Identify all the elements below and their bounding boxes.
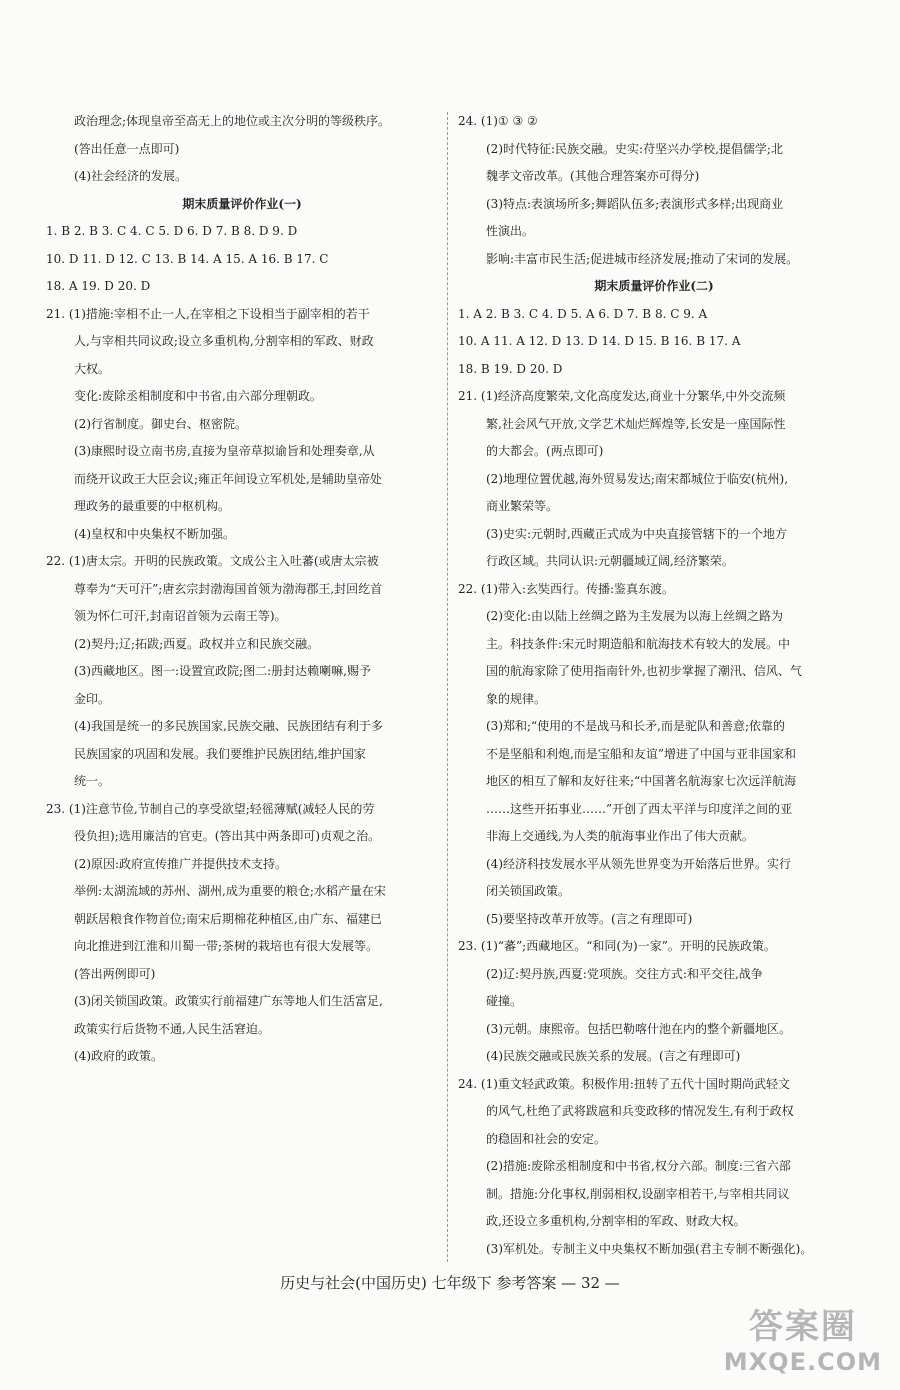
watermark bbox=[724, 1299, 882, 1376]
text-line: 役负担);选用廉洁的官吏。(答出其中两条即可)贞观之治。 bbox=[74, 829, 381, 843]
text-line: (3)郑和;“使用的不是战马和长矛,而是驼队和善意;依靠的 bbox=[486, 719, 786, 733]
text-line: (4)民族交融或民族关系的发展。(言之有理即可) bbox=[486, 1049, 741, 1063]
text-line: 23. (1)注意节俭,节制自己的享受欲望;轻徭薄赋(减轻人民的劳 bbox=[46, 801, 375, 816]
text-line: 国的航海家除了使用指南针外,也初步掌握了潮汛、信风、气 bbox=[486, 664, 802, 678]
text-line: 10. A 11. A 12. D 13. D 14. D 15. B 16. B 17. A bbox=[458, 334, 741, 348]
text-line: (3)史实:元朝时,西藏正式成为中央直接管辖下的一个地方 bbox=[486, 526, 787, 541]
text-line: 21. (1)措施:宰相不止一人,在宰相之下设相当于副宰相的若干 bbox=[46, 306, 370, 321]
text-line: (2)行省制度。御史台、枢密院。 bbox=[74, 416, 247, 431]
text-line: (2)原因:政府宣传推广并提供技术支持。 bbox=[74, 856, 288, 871]
text-line: (2)辽:契丹族,西夏:党项族。交往方式:和平交往,战争 bbox=[486, 966, 763, 981]
column-divider bbox=[447, 112, 448, 1262]
left-column bbox=[46, 108, 438, 1071]
text-line: 主。科技条件:宋元时期造船和航海技术有较大的发展。中 bbox=[486, 636, 791, 651]
text-line: (答出任意一点即可) bbox=[74, 141, 180, 156]
text-line: 魏孝文帝改革。(其他合理答案亦可得分) bbox=[486, 169, 700, 183]
text-line: 18. B 19. D 20. D bbox=[458, 361, 563, 376]
section-heading: 期末质量评价作业(二) bbox=[594, 279, 714, 293]
text-line: 理政务的最重要的中枢机构。 bbox=[74, 499, 231, 513]
text-line: 朝跃居粮食作物首位;南宋后期棉花种植区,由广东、福建已 bbox=[74, 911, 382, 926]
text-line: (3)西藏地区。图一:设置宣政院;图二:册封达赖喇嘛,赐予 bbox=[74, 664, 371, 678]
text-line: 的大都会。(两点即可) bbox=[486, 444, 604, 458]
text-line: 24. (1)重文轻武政策。积极作用:扭转了五代十国时期尚武轻文 bbox=[458, 1076, 790, 1091]
text-line: (答出两例即可) bbox=[74, 966, 156, 981]
text-line: (4)我国是统一的多民族国家,民族交融、民族团结有利于多 bbox=[74, 719, 383, 733]
text-line: 非海上交通线,为人类的航海事业作出了伟大贡献。 bbox=[486, 829, 754, 843]
text-line: 18. A 19. D 20. D bbox=[46, 279, 151, 293]
text-line: 制。措施:分化事权,削弱相权,设副宰相若干,与宰相共同议 bbox=[486, 1186, 790, 1201]
text-line: 向北推进到江淮和川蜀一带;茶树的栽培也有很大发展等。 bbox=[74, 939, 379, 953]
text-line: 行政区域。共同认识:元朝疆域辽阔,经济繁荣。 bbox=[486, 554, 734, 568]
text-line: 政,还设立多重机构,分割宰相的军政、财政大权。 bbox=[486, 1214, 746, 1228]
text-line: 地区的相互了解和友好往来;“中国著名航海家七次远洋航海 bbox=[486, 774, 797, 788]
text-line: (4)社会经济的发展。 bbox=[74, 169, 187, 183]
text-line: (2)时代特征:民族交融。史实:苻坚兴办学校,提倡儒学;北 bbox=[486, 141, 783, 156]
text-line: (4)皇权和中央集权不断加强。 bbox=[74, 526, 235, 541]
text-line: 的风气,杜绝了武将跋扈和兵变政移的情况发生,有利于政权 bbox=[486, 1104, 794, 1118]
text-line: 尊奉为“天可汗”;唐玄宗封渤海国首领为渤海郡王,封回纥首 bbox=[74, 581, 383, 596]
text-line: 民族国家的巩固和发展。我们要维护民族团结,维护国家 bbox=[74, 746, 366, 761]
text-line: 闭关锁国政策。 bbox=[486, 884, 571, 898]
text-line: 统一。 bbox=[74, 774, 111, 788]
text-line: 22. (1)带入:玄奘西行。传播:鉴真东渡。 bbox=[458, 581, 674, 596]
text-line: 22. (1)唐太宗。开明的民族政策。文成公主入吐蕃(或唐太宗被 bbox=[46, 554, 379, 568]
text-line: 21. (1)经济高度繁荣,文化高度发达,商业十分繁华,中外交流频 bbox=[458, 389, 786, 403]
text-line: 举例:太湖流域的苏州、湖州,成为重要的粮仓;水稻产量在宋 bbox=[74, 884, 386, 898]
text-line: (3)军机处。专制主义中央集权不断加强(君主专制不断强化)。 bbox=[486, 1241, 813, 1256]
text-line: ……这些开拓事业……”开创了西太平洋与印度洋之间的亚 bbox=[486, 801, 793, 816]
text-line: 象的规律。 bbox=[486, 691, 547, 706]
text-line: 不是坚船和利炮,而是宝船和友谊”增进了中国与亚非国家和 bbox=[486, 746, 796, 761]
text-line: (4)政府的政策。 bbox=[74, 1049, 163, 1063]
text-line: 大权。 bbox=[74, 361, 111, 376]
right-column bbox=[458, 108, 850, 1263]
text-line: 影响:丰富市民生活;促进城市经济发展;推动了宋词的发展。 bbox=[486, 251, 799, 266]
text-line: 政策实行后货物不通,人民生活窘迫。 bbox=[74, 1021, 270, 1036]
text-line: (3)元朝。康熙帝。包括巴勒喀什池在内的整个新疆地区。 bbox=[486, 1021, 792, 1036]
text-line: 的稳固和社会的安定。 bbox=[486, 1131, 607, 1146]
text-line: 金印。 bbox=[74, 691, 111, 706]
text-line: (5)要坚持改革开放等。(言之有理即可) bbox=[486, 911, 693, 926]
text-line: (2)契丹;辽;拓跋;西夏。政权并立和民族交融。 bbox=[74, 636, 320, 651]
text-line: 1. A 2. B 3. C 4. D 5. A 6. D 7. B 8. C 9. A bbox=[458, 306, 708, 321]
text-line: 而绕开议政王大臣会议;雍正年间设立军机处,是辅助皇帝处 bbox=[74, 471, 382, 486]
text-line: 商业繁荣等。 bbox=[486, 499, 559, 513]
text-line: 政治理念;体现皇帝至高无上的地位或主次分明的等级秩序。 bbox=[74, 114, 391, 128]
text-line: (2)措施:废除丞相制度和中书省,权分六部。制度:三省六部 bbox=[486, 1159, 791, 1173]
text-line: 变化:废除丞相制度和中书省,由六部分理朝政。 bbox=[74, 389, 322, 403]
page-footer: 历史与社会(中国历史) 七年级下 参考答案 — 32 — bbox=[280, 1274, 620, 1292]
text-line: (3)闭关锁国政策。政策实行前福建广东等地人们生活富足, bbox=[74, 994, 383, 1008]
text-line: 领为怀仁可汗,封南诏首领为云南王等)。 bbox=[74, 609, 287, 623]
text-line: 碰撞。 bbox=[486, 994, 523, 1008]
text-line: (3)特点:表演场所多;舞蹈队伍多;表演形式多样;出现商业 bbox=[486, 196, 784, 211]
text-line: 性演出。 bbox=[486, 224, 535, 238]
text-line: 繁,社会风气开放,文学艺术灿烂辉煌等,长安是一座国际性 bbox=[486, 416, 786, 431]
text-line: (2)地理位置优越,海外贸易发达;南宋都城位于临安(杭州), bbox=[486, 471, 789, 486]
text-line: (3)康熙时设立南书房,直接为皇帝草拟谕旨和处理奏章,从 bbox=[74, 444, 375, 458]
text-line: 10. D 11. D 12. C 13. B 14. A 15. A 16. B 17. C bbox=[46, 251, 329, 266]
text-line: 24. (1)① ③ ② bbox=[458, 114, 538, 128]
text-line: (2)变化:由以陆上丝绸之路为主发展为以海上丝绸之路为 bbox=[486, 609, 784, 623]
section-heading: 期末质量评价作业(一) bbox=[182, 196, 302, 211]
text-line: (4)经济科技发展水平从领先世界变为开始落后世界。实行 bbox=[486, 856, 792, 871]
watermark-logo: 答案圈 bbox=[748, 1307, 857, 1347]
text-line: 23. (1)“蕃”;西藏地区。“和同(为)一家”。开明的民族政策。 bbox=[458, 939, 776, 953]
watermark-url: MXQE.COM bbox=[723, 1348, 882, 1376]
text-line: 1. B 2. B 3. C 4. C 5. D 6. D 7. B 8. D 9. D bbox=[46, 224, 298, 238]
text-line: 人,与宰相共同议政;设立多重机构,分割宰相的军政、财政 bbox=[74, 334, 374, 348]
